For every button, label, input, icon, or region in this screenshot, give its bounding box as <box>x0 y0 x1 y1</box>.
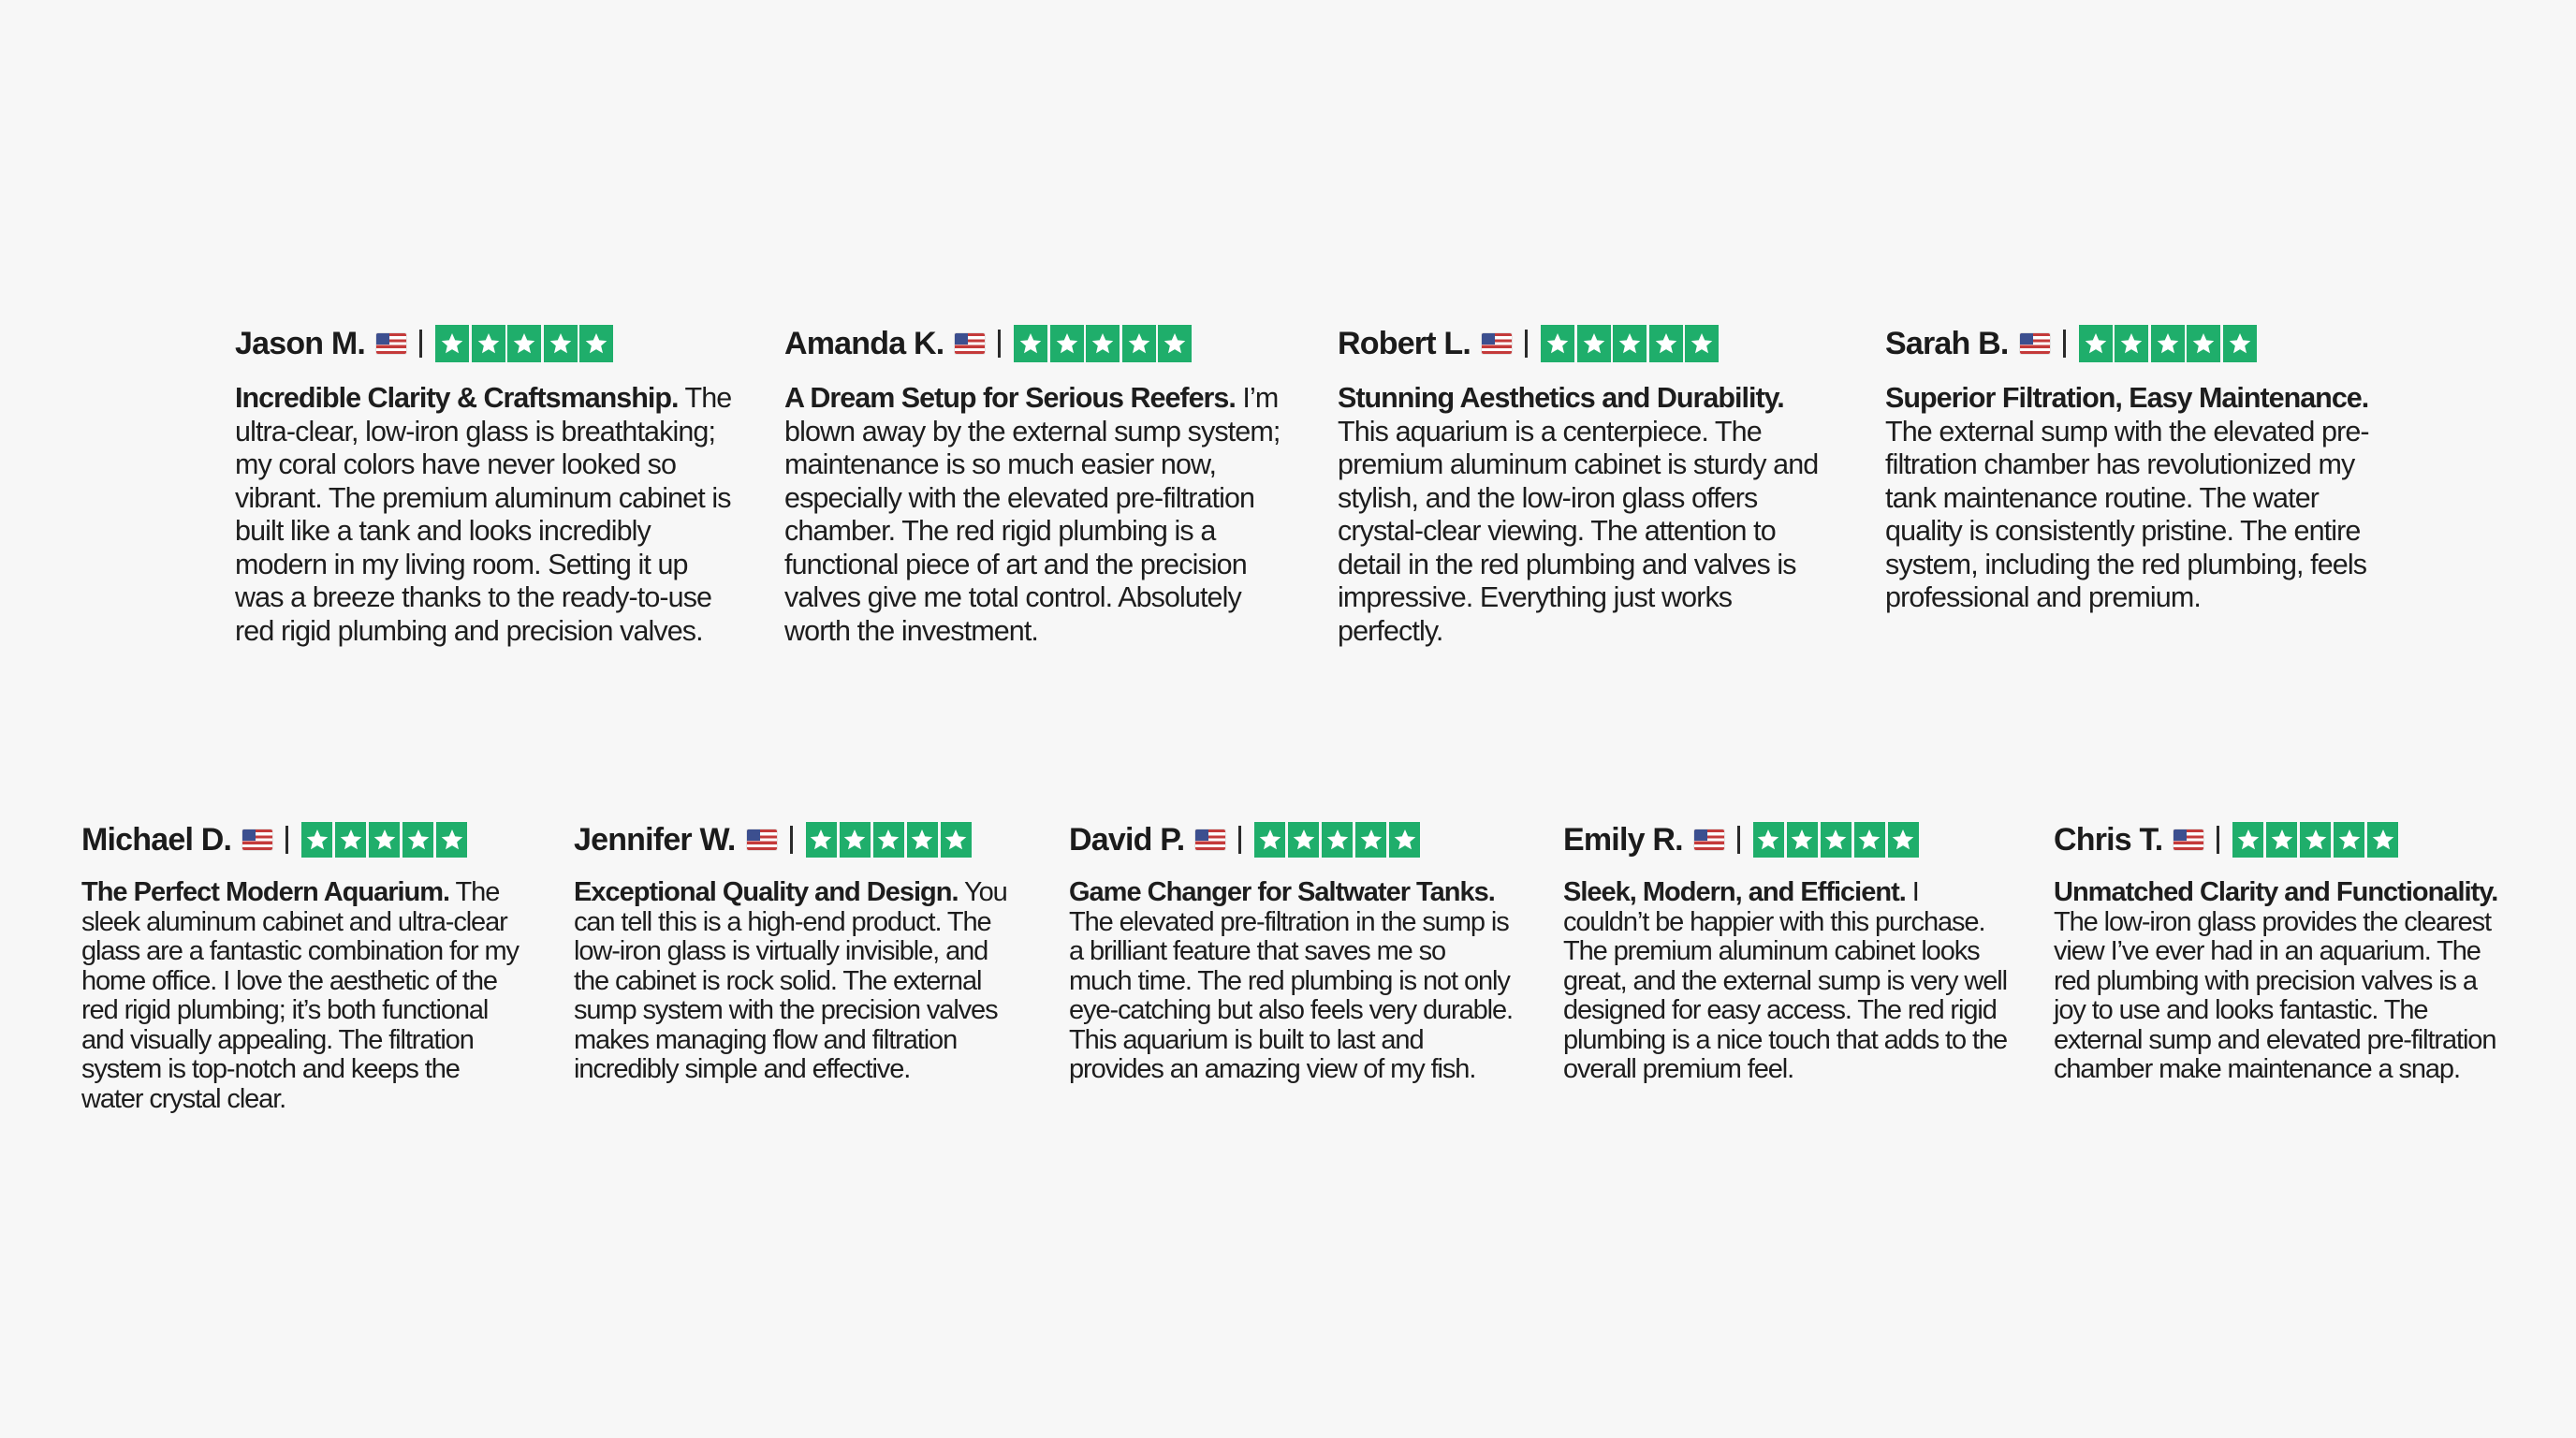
star-icon <box>369 822 400 858</box>
review-header <box>2054 820 2512 859</box>
star-icon <box>2367 822 2398 858</box>
review-title: Stunning Aesthetics and Durability. <box>1338 382 1784 414</box>
reviewer-name: Sarah B. <box>1885 325 2009 361</box>
separator <box>419 330 422 358</box>
us-flag-icon <box>376 333 406 354</box>
us-flag-icon <box>2174 829 2203 850</box>
star-rating <box>1541 325 1719 362</box>
star-icon <box>2232 822 2263 858</box>
review-title: Superior Filtration, Easy Maintenance. <box>1885 382 2369 414</box>
review-body: The ultra-clear, low-iron glass is breathtaking; my coral colors have never looked so vibrant. The premium aluminum cabinet is built like a tank and looks incredibly modern in my living room. Setting it up was a breeze thanks to the ready-to-use red rigid plumbing and precision valves. <box>235 382 732 647</box>
star-icon <box>1122 325 1156 362</box>
review-title: Incredible Clarity & Craftsmanship. <box>235 382 679 414</box>
separator <box>1737 826 1740 854</box>
separator <box>2063 330 2066 358</box>
star-icon <box>579 325 613 362</box>
star-rating <box>2079 325 2257 362</box>
star-icon <box>301 822 332 858</box>
star-icon <box>2300 822 2331 858</box>
review-text <box>2054 878 2512 1085</box>
star-icon <box>1541 325 1574 362</box>
review-text <box>1338 382 1838 648</box>
star-icon <box>2187 325 2220 362</box>
star-icon <box>2151 325 2185 362</box>
star-rating <box>2232 822 2401 858</box>
review-body: I couldn’t be happier with this purchase. The premium aluminum cabinet looks great, and the external sump is very well designed for easy access. The red rigid plumbing is a nice touch that adds to the overall premium feel. <box>1563 877 2008 1084</box>
separator <box>790 826 793 854</box>
star-icon <box>507 325 541 362</box>
star-icon <box>1854 822 1885 858</box>
review-text <box>1069 878 1514 1085</box>
star-icon <box>873 822 904 858</box>
reviewer-name: Chris T. <box>2054 821 2163 858</box>
star-icon <box>941 822 972 858</box>
star-icon <box>1577 325 1611 362</box>
star-icon <box>1288 822 1319 858</box>
review-card <box>2054 820 2512 1085</box>
review-card <box>1885 324 2386 615</box>
star-icon <box>402 822 433 858</box>
review-header <box>81 820 526 859</box>
review-body: The low-iron glass provides the clearest view I’ve ever had in an aquarium. The red plumbing with precision valves is a joy to use and looks fantastic. The external sump and elevated pre-filtration chamber make maintenance a snap. <box>2054 906 2496 1084</box>
star-icon <box>436 822 467 858</box>
star-icon <box>1086 325 1120 362</box>
star-rating <box>1254 822 1423 858</box>
review-header <box>784 324 1285 363</box>
review-text <box>1885 382 2386 615</box>
review-text <box>1563 878 2008 1085</box>
star-icon <box>1322 822 1353 858</box>
star-rating <box>435 325 613 362</box>
star-icon <box>1014 325 1047 362</box>
separator <box>1238 826 1241 854</box>
review-header <box>1563 820 2008 859</box>
review-card <box>574 820 1018 1085</box>
us-flag-icon <box>2020 333 2050 354</box>
review-header <box>235 324 736 363</box>
star-rating <box>806 822 974 858</box>
star-icon <box>1649 325 1683 362</box>
review-body: The sleek aluminum cabinet and ultra-clear glass are a fantastic combination for my home office. I love the aesthetic of the red rigid plumbing; it’s both functional and visually appealing. The filtration system is top-notch and keeps the water crystal clear. <box>81 877 519 1114</box>
star-icon <box>806 822 837 858</box>
review-body: The external sump with the elevated pre-filtration chamber has revolutionized my tank maintenance routine. The water quality is consistently pristine. The entire system, including the red plumbing, feels professional and premium. <box>1885 415 2369 613</box>
review-header <box>1338 324 1838 363</box>
star-icon <box>1158 325 1192 362</box>
star-rating <box>301 822 470 858</box>
star-icon <box>1050 325 1084 362</box>
us-flag-icon <box>1482 333 1512 354</box>
reviewer-name: Jennifer W. <box>574 821 736 858</box>
review-text <box>784 382 1285 648</box>
review-title: Sleek, Modern, and Efficient. <box>1563 877 1906 907</box>
review-body: This aquarium is a centerpiece. The premium aluminum cabinet is sturdy and stylish, and the low-iron glass offers crystal-clear viewing. The attention to detail in the red plumbing and valves is impressive. Everything just works perfectly. <box>1338 415 1819 647</box>
separator <box>1525 330 1528 358</box>
star-rating <box>1014 325 1192 362</box>
star-icon <box>544 325 578 362</box>
star-icon <box>472 325 505 362</box>
us-flag-icon <box>1195 829 1225 850</box>
star-icon <box>840 822 871 858</box>
us-flag-icon <box>747 829 777 850</box>
star-icon <box>1821 822 1852 858</box>
us-flag-icon <box>955 333 985 354</box>
star-icon <box>1389 822 1420 858</box>
star-icon <box>2334 822 2364 858</box>
separator <box>2217 826 2219 854</box>
reviewer-name: Michael D. <box>81 821 232 858</box>
review-title: Exceptional Quality and Design. <box>574 877 959 907</box>
us-flag-icon <box>242 829 272 850</box>
review-text <box>574 878 1018 1085</box>
star-icon <box>1888 822 1919 858</box>
star-icon <box>1254 822 1285 858</box>
review-title: Unmatched Clarity and Functionality. <box>2054 877 2498 907</box>
review-card <box>1338 324 1838 648</box>
review-title: A Dream Setup for Serious Reefers. <box>784 382 1236 414</box>
review-card <box>81 820 526 1114</box>
star-icon <box>2266 822 2297 858</box>
star-icon <box>335 822 366 858</box>
review-body: I’m blown away by the external sump system; maintenance is so much easier now, especially with the elevated pre-filtration chamber. The red rigid plumbing is a functional piece of art and the precision valves give me total control. Absolutely worth the investment. <box>784 382 1281 647</box>
star-icon <box>1613 325 1647 362</box>
star-icon <box>1685 325 1719 362</box>
review-card <box>1069 820 1514 1085</box>
reviewer-name: Robert L. <box>1338 325 1471 361</box>
review-title: Game Changer for Saltwater Tanks. <box>1069 877 1495 907</box>
review-header <box>1069 820 1514 859</box>
reviewer-name: Emily R. <box>1563 821 1683 858</box>
review-title: The Perfect Modern Aquarium. <box>81 877 450 907</box>
star-icon <box>435 325 469 362</box>
star-icon <box>2115 325 2148 362</box>
reviewer-name: Jason M. <box>235 325 366 361</box>
review-card <box>1563 820 2008 1085</box>
review-header <box>574 820 1018 859</box>
review-text <box>81 878 526 1114</box>
separator <box>285 826 288 854</box>
review-text <box>235 382 736 648</box>
star-icon <box>1753 822 1784 858</box>
star-icon <box>2079 325 2113 362</box>
review-body: The elevated pre-filtration in the sump is a brilliant feature that saves me so much time. The red plumbing is not only eye-catching but also feels very durable. This aquarium is built to last and provides an amazing view of my fish. <box>1069 906 1513 1084</box>
review-card <box>784 324 1285 648</box>
us-flag-icon <box>1694 829 1724 850</box>
reviewer-name: David P. <box>1069 821 1185 858</box>
star-rating <box>1753 822 1922 858</box>
review-card <box>235 324 736 648</box>
star-icon <box>1787 822 1818 858</box>
separator <box>998 330 1001 358</box>
review-header <box>1885 324 2386 363</box>
review-body: You can tell this is a high-end product. The low-iron glass is virtually invisible, and the cabinet is rock solid. The external sump system with the precision valves makes managing flow and filtration incredibly simple and effective. <box>574 877 1007 1084</box>
star-icon <box>2223 325 2257 362</box>
star-icon <box>1355 822 1386 858</box>
reviewer-name: Amanda K. <box>784 325 944 361</box>
star-icon <box>907 822 938 858</box>
